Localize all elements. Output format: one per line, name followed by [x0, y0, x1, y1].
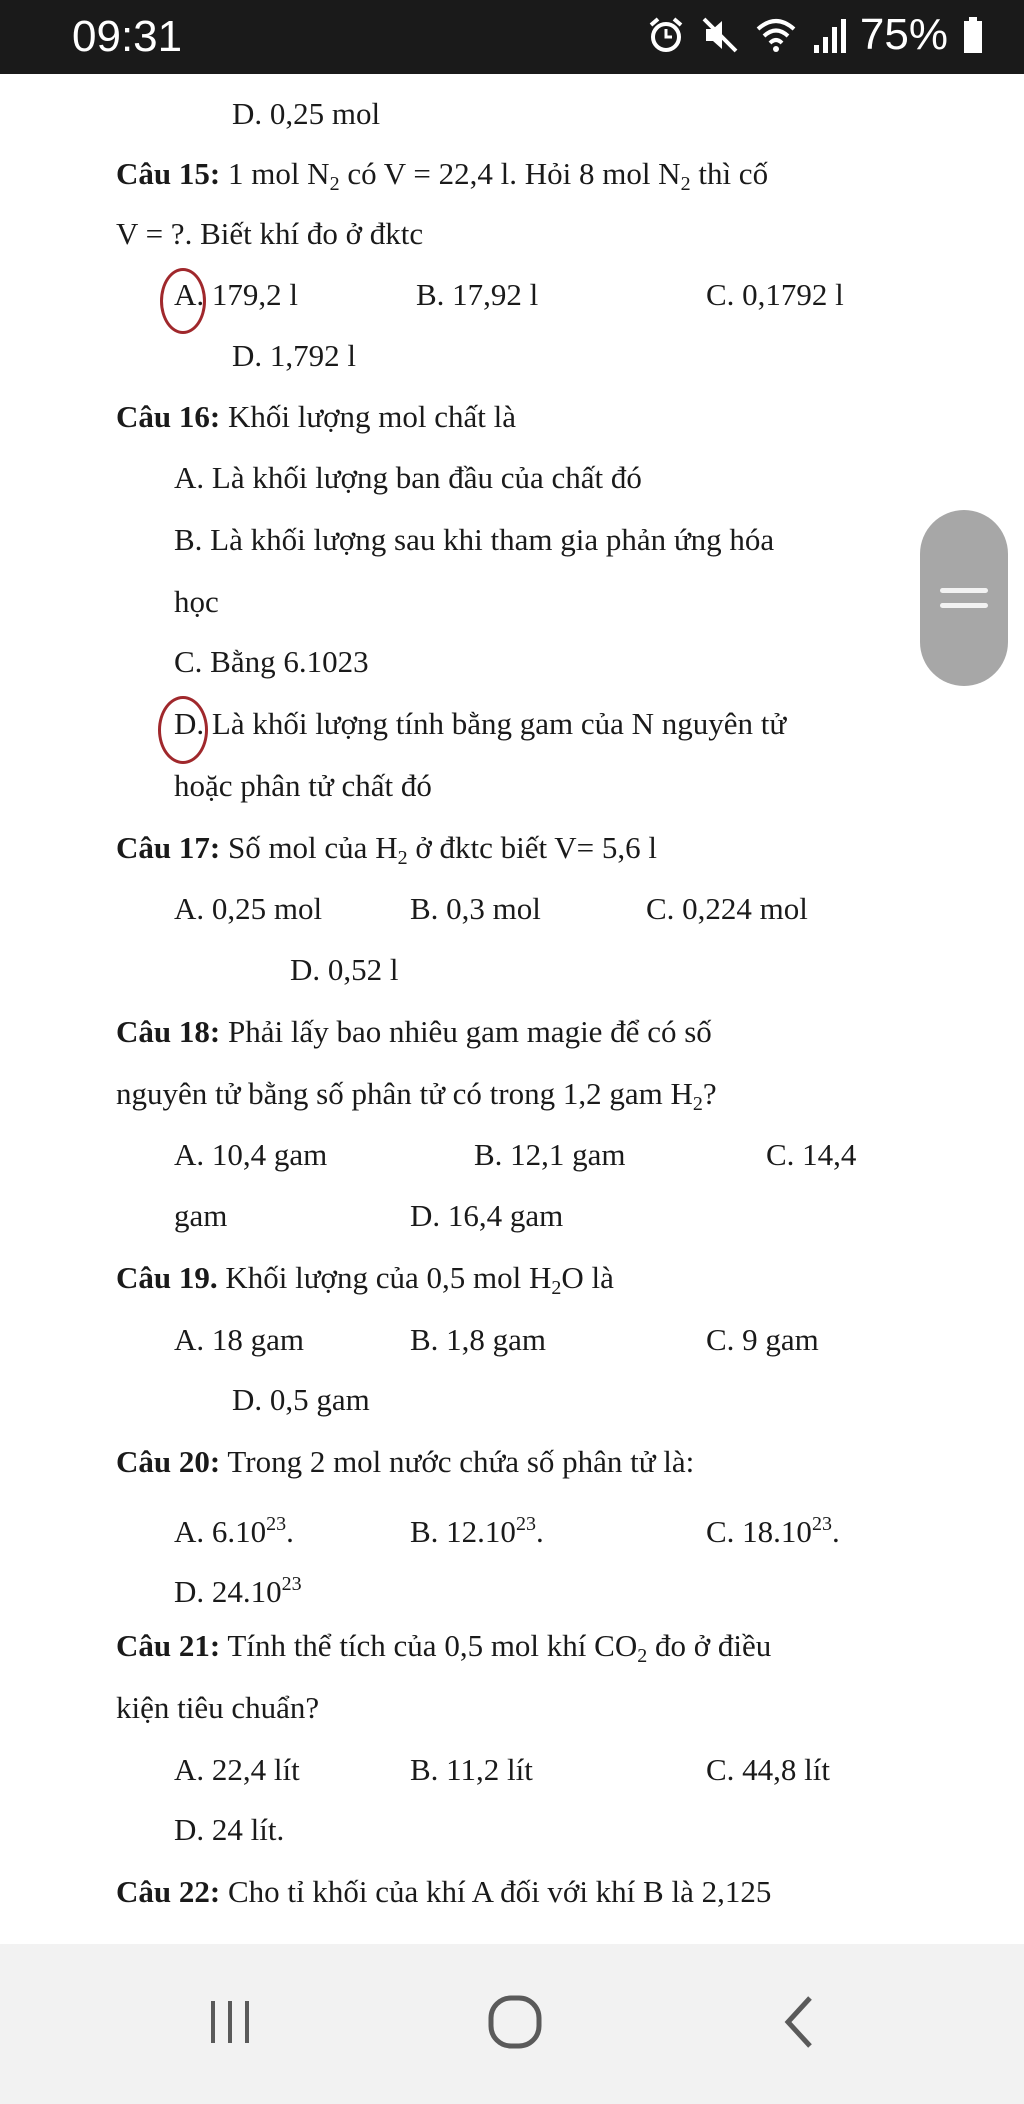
- question-22-text: Cho tỉ khối của khí A đối với khí B là 2,125: [220, 1874, 772, 1909]
- battery-icon: [962, 15, 984, 55]
- question-18-text: nguyên tử bằng số phân tử có trong 1,2 gam H: [116, 1076, 693, 1111]
- navigation-bar: [0, 1944, 1024, 2104]
- question-15-text: 1 mol N: [220, 156, 330, 191]
- q20-option-d: [174, 1564, 302, 1612]
- status-icons: [646, 10, 984, 60]
- mute-icon: [700, 15, 740, 55]
- scroll-grip-line: [940, 603, 988, 608]
- question-19-text: Khối lượng của 0,5 mol H: [217, 1260, 552, 1295]
- q19-option-a: A. 18 gam: [174, 1322, 305, 1357]
- q18-option-a: A. 10,4 gam: [174, 1137, 328, 1172]
- question-19: [116, 1258, 614, 1308]
- question-16: [116, 397, 516, 437]
- q20-option-d-text: D. 24.10: [174, 1574, 282, 1609]
- recent-apps-icon: [205, 1997, 255, 2052]
- wifi-icon: [754, 15, 798, 55]
- q20-option-a: [174, 1504, 294, 1552]
- q20-option-a-end: .: [286, 1514, 294, 1549]
- superscript: 23: [281, 1573, 302, 1595]
- q17-option-d: D. 0,52 l: [290, 952, 399, 987]
- question-22-label: Câu 22:: [116, 1874, 221, 1909]
- q21-option-b: B. 11,2 lít: [410, 1752, 533, 1787]
- q20-option-a-text: A. 6.10: [174, 1514, 267, 1549]
- back-button[interactable]: [760, 1984, 840, 2064]
- question-15-text: thì cố: [690, 156, 769, 191]
- subscript: 2: [397, 847, 408, 869]
- back-icon: [780, 1992, 820, 2057]
- q20-option-b-end: .: [535, 1514, 544, 1549]
- q15-option-d: D. 1,792 l: [232, 338, 356, 373]
- home-button[interactable]: [470, 1984, 560, 2064]
- q16-option-c: C. Bằng 6.1023: [174, 644, 369, 679]
- question-20-text: Trong 2 mol nước chứa số phân tử là:: [220, 1444, 695, 1479]
- q20-option-b-text: B. 12.10: [410, 1514, 516, 1549]
- answer-circle-mark: [160, 268, 206, 334]
- question-21-label: Câu 21:: [116, 1628, 221, 1663]
- q17-option-b: B. 0,3 mol: [410, 891, 541, 926]
- fast-scroll-handle[interactable]: [920, 510, 1008, 686]
- question-16-text: Khối lượng mol chất là: [220, 399, 516, 434]
- question-19-label: Câu 19.: [116, 1260, 218, 1295]
- answer-circle-mark: [158, 696, 208, 764]
- q16-option-a: A. Là khối lượng ban đầu của chất đó: [174, 460, 642, 495]
- question-20-label: Câu 20:: [116, 1444, 221, 1479]
- q20-option-b: [410, 1504, 544, 1552]
- recent-apps-button[interactable]: [190, 1984, 270, 2064]
- subscript: 2: [680, 173, 691, 195]
- question-19-text: O là: [561, 1260, 614, 1295]
- question-21-text: Tính thể tích của 0,5 mol khí CO: [220, 1628, 638, 1663]
- q20-option-c: [706, 1504, 840, 1552]
- document-page[interactable]: [0, 74, 1024, 1944]
- home-icon: [485, 1992, 545, 2057]
- question-18-text: ?: [702, 1076, 717, 1111]
- subscript: 2: [329, 173, 340, 195]
- q21-option-d: D. 24 lít.: [174, 1812, 285, 1847]
- q21-option-c: C. 44,8 lít: [706, 1752, 831, 1787]
- question-21-text: đo ở điều: [647, 1628, 772, 1663]
- subscript: 2: [692, 1093, 703, 1115]
- q15-option-b: B. 17,92 l: [416, 277, 539, 312]
- question-20: [116, 1442, 694, 1482]
- question-16-label: Câu 16:: [116, 399, 221, 434]
- alarm-icon: [646, 15, 686, 55]
- q17-option-c: C. 0,224 mol: [646, 891, 808, 926]
- status-time: 09:31: [72, 12, 183, 61]
- q16-option-d-cont: hoặc phân tử chất đó: [174, 768, 432, 803]
- question-18-label: Câu 18:: [116, 1014, 221, 1049]
- q19-option-d: D. 0,5 gam: [232, 1382, 370, 1417]
- status-bar: [0, 0, 1024, 74]
- q16-option-b: B. Là khối lượng sau khi tham gia phản ứng hóa: [174, 522, 775, 557]
- question-15-line2: V = ?. Biết khí đo ở đktc: [116, 216, 424, 251]
- question-17-label: Câu 17:: [116, 830, 221, 865]
- q18-option-b: B. 12,1 gam: [474, 1137, 626, 1172]
- q18-option-d: D. 16,4 gam: [410, 1198, 564, 1233]
- question-17-text: Số mol của H: [220, 830, 398, 865]
- q20-option-c-end: .: [831, 1514, 840, 1549]
- question-15: [116, 154, 768, 204]
- question-18-line2: [116, 1074, 717, 1124]
- q16-option-b-cont: học: [174, 584, 219, 619]
- question-15-text: có V = 22,4 l. Hỏi 8 mol N: [339, 156, 681, 191]
- battery-percent: 75%: [859, 10, 948, 59]
- q14-option-d: D. 0,25 mol: [232, 96, 381, 131]
- question-18-text: Phải lấy bao nhiêu gam magie để có số: [220, 1014, 712, 1049]
- question-18: [116, 1012, 712, 1052]
- q15-option-a: A. 179,2 l: [174, 277, 298, 312]
- q19-option-c: C. 9 gam: [706, 1322, 819, 1357]
- subscript: 2: [637, 1645, 648, 1667]
- superscript: 23: [266, 1513, 287, 1535]
- question-21: [116, 1626, 771, 1676]
- q18-option-c: C. 14,4: [766, 1137, 857, 1172]
- scroll-grip-line: [940, 588, 988, 593]
- question-17-text: ở đktc biết V= 5,6 l: [407, 830, 658, 865]
- q20-option-c-text: C. 18.10: [706, 1514, 812, 1549]
- q17-option-a: A. 0,25 mol: [174, 891, 323, 926]
- q15-option-c: C. 0,1792 l: [706, 277, 844, 312]
- question-17: [116, 828, 657, 878]
- subscript: 2: [551, 1277, 562, 1299]
- signal-icon: [812, 15, 846, 55]
- q16-option-d: D. Là khối lượng tính bằng gam của N nguyên tử: [174, 706, 787, 741]
- superscript: 23: [515, 1513, 536, 1535]
- question-22: [116, 1872, 771, 1912]
- superscript: 23: [811, 1513, 832, 1535]
- question-21-line2: kiện tiêu chuẩn?: [116, 1690, 320, 1725]
- q18-option-c-cont: gam: [174, 1198, 228, 1233]
- question-15-label: Câu 15:: [116, 156, 221, 191]
- q21-option-a: A. 22,4 lít: [174, 1752, 300, 1787]
- q19-option-b: B. 1,8 gam: [410, 1322, 547, 1357]
